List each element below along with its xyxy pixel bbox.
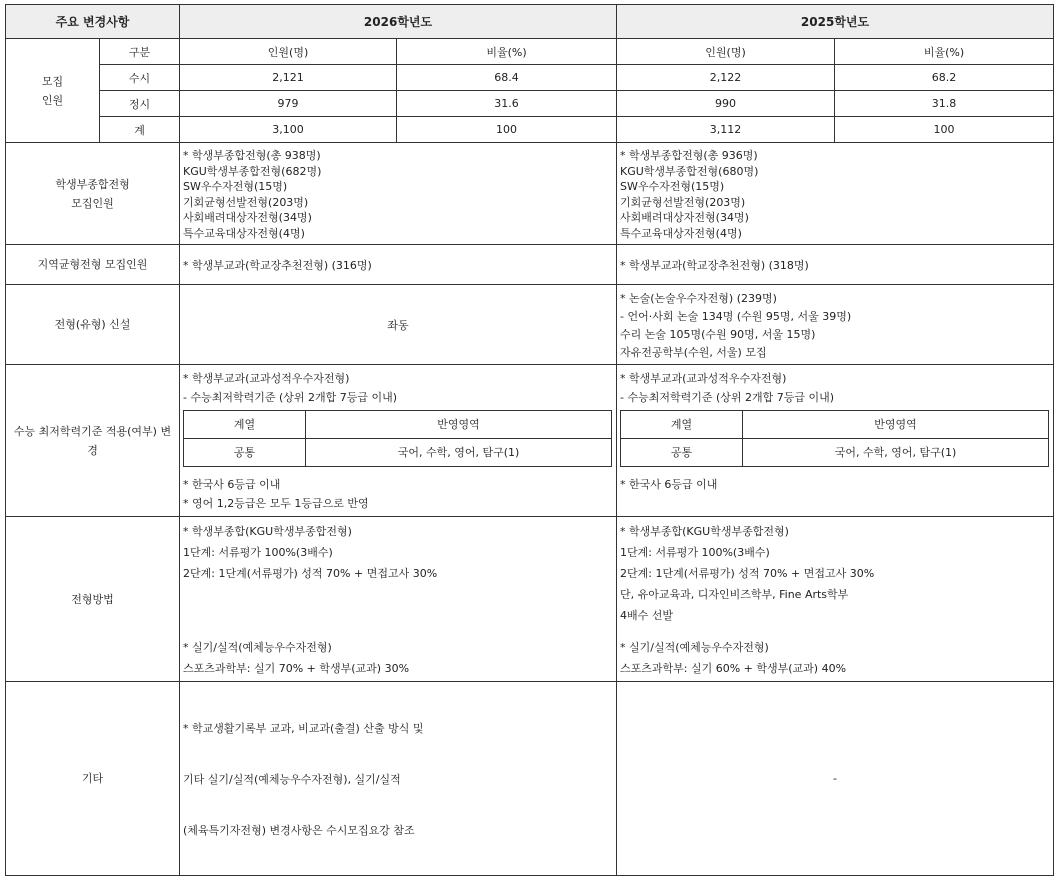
etc-2025: - <box>617 682 1054 876</box>
csat-sub-table-2025 <box>620 410 1049 467</box>
recruit-count-2026: 3,100 <box>180 117 397 143</box>
newtype-2025: * 논술(논술우수자전형) (239명) - 언어·사회 논술 134명 (수원 95명, 서울 39명) 수리 논술 105명(수원 90명, 서울 15명) 자유전공학부(수원, 서울) 모집 <box>617 285 1054 365</box>
recruit-count-2025: 990 <box>617 91 835 117</box>
recruit-head-row <box>6 39 1054 65</box>
newtype-2026: 좌동 <box>180 285 617 365</box>
recruit-ratio-2026: 68.4 <box>397 65 617 91</box>
sub-head-group: 계열 <box>184 411 306 439</box>
sub-group: 공통 <box>621 439 743 467</box>
table-row <box>6 91 1054 117</box>
recruit-ratio-head-2026: 비율(%) <box>397 39 617 65</box>
recruit-count-2026: 2,121 <box>180 65 397 91</box>
etc-label: 기타 <box>6 682 180 876</box>
newtype-row <box>6 285 1054 365</box>
comprehensive-row <box>6 143 1054 245</box>
recruit-ratio-2026: 100 <box>397 117 617 143</box>
csat-label: 수능 최저학력기준 적용(여부) 변 경 <box>6 365 180 517</box>
csat-2025: * 학생부교과(교과성적우수자전형) - 수능최저학력기준 (상위 2개합 7등급 이내) 계열 반영영역 공통 국어, 수학, 영어, 탐구(1) * 한국사 6등급 이내 <box>617 365 1054 517</box>
recruit-type: 계 <box>100 117 180 143</box>
recruit-type: 정시 <box>100 91 180 117</box>
recruit-ratio-head-2025: 비율(%) <box>835 39 1054 65</box>
newtype-label: 전형(유형) 신설 <box>6 285 180 365</box>
admissions-changes-table <box>5 4 1054 876</box>
header-row <box>6 5 1054 39</box>
sub-head-area: 반영영역 <box>743 411 1049 439</box>
sub-group: 공통 <box>184 439 306 467</box>
recruit-count-head-2026: 인원(명) <box>180 39 397 65</box>
comprehensive-2026: * 학생부종합전형(총 938명) KGU학생부종합전형(682명) SW우수자전형(15명) 기회균형선발전형(203명) 사회배려대상자전형(34명) 특수교육대상자전형(4명) <box>180 143 617 245</box>
table-row <box>6 65 1054 91</box>
header-2026: 2026학년도 <box>180 5 617 39</box>
recruit-label: 모집 인원 <box>6 39 100 143</box>
sub-head-group: 계열 <box>621 411 743 439</box>
recruit-ratio-2025: 100 <box>835 117 1054 143</box>
method-row <box>6 517 1054 682</box>
method-2026: * 학생부종합(KGU학생부종합전형) 1단계: 서류평가 100%(3배수) 2단계: 1단계(서류평가) 성적 70% + 면접고사 30% * 실기/실적(예체능우수자전형) 스포츠과학부: 실기 70% + 학생부(교과) 30% <box>180 517 617 682</box>
csat-row <box>6 365 1054 517</box>
comprehensive-label: 학생부종합전형 모집인원 <box>6 143 180 245</box>
header-main-changes: 주요 변경사항 <box>6 5 180 39</box>
recruit-count-2025: 2,122 <box>617 65 835 91</box>
recruit-count-head-2025: 인원(명) <box>617 39 835 65</box>
method-label: 전형방법 <box>6 517 180 682</box>
sub-head-area: 반영영역 <box>306 411 612 439</box>
etc-2026: * 학교생활기록부 교과, 비교과(출결) 산출 방식 및 기타 실기/실적(예체능우수자전형), 실기/실적 (체육특기자전형) 변경사항은 수시모집요강 참조 <box>180 682 617 876</box>
header-2025: 2025학년도 <box>617 5 1054 39</box>
recruit-type: 수시 <box>100 65 180 91</box>
csat-sub-table-2026 <box>183 410 612 467</box>
regional-label: 지역균형전형 모집인원 <box>6 245 180 285</box>
etc-row <box>6 682 1054 876</box>
recruit-ratio-2026: 31.6 <box>397 91 617 117</box>
recruit-type-head: 구분 <box>100 39 180 65</box>
regional-2026: * 학생부교과(학교장추천전형) (316명) <box>180 245 617 285</box>
regional-row <box>6 245 1054 285</box>
regional-2025: * 학생부교과(학교장추천전형) (318명) <box>617 245 1054 285</box>
csat-2026: * 학생부교과(교과성적우수자전형) - 수능최저학력기준 (상위 2개합 7등급 이내) 계열 반영영역 공통 국어, 수학, 영어, 탐구(1) * 한국사 6등급 이내 * 영어 1,2등급은 모두 1등급으로 반영 <box>180 365 617 517</box>
recruit-ratio-2025: 68.2 <box>835 65 1054 91</box>
comprehensive-2025: * 학생부종합전형(총 936명) KGU학생부종합전형(680명) SW우수자전형(15명) 기회균형선발전형(203명) 사회배려대상자전형(34명) 특수교육대상자전형(4명) <box>617 143 1054 245</box>
sub-area: 국어, 수학, 영어, 탐구(1) <box>306 439 612 467</box>
recruit-count-2025: 3,112 <box>617 117 835 143</box>
table-row <box>6 117 1054 143</box>
method-2025: * 학생부종합(KGU학생부종합전형) 1단계: 서류평가 100%(3배수) 2단계: 1단계(서류평가) 성적 70% + 면접고사 30% 단, 유아교육과, 디자인비즈학부, Fine Arts학부 4배수 선발 * 실기/실적(예체능우수자전형) 스포츠과학부: 실기 60% + 학생부(교과) 40% <box>617 517 1054 682</box>
sub-area: 국어, 수학, 영어, 탐구(1) <box>743 439 1049 467</box>
recruit-ratio-2025: 31.8 <box>835 91 1054 117</box>
recruit-count-2026: 979 <box>180 91 397 117</box>
